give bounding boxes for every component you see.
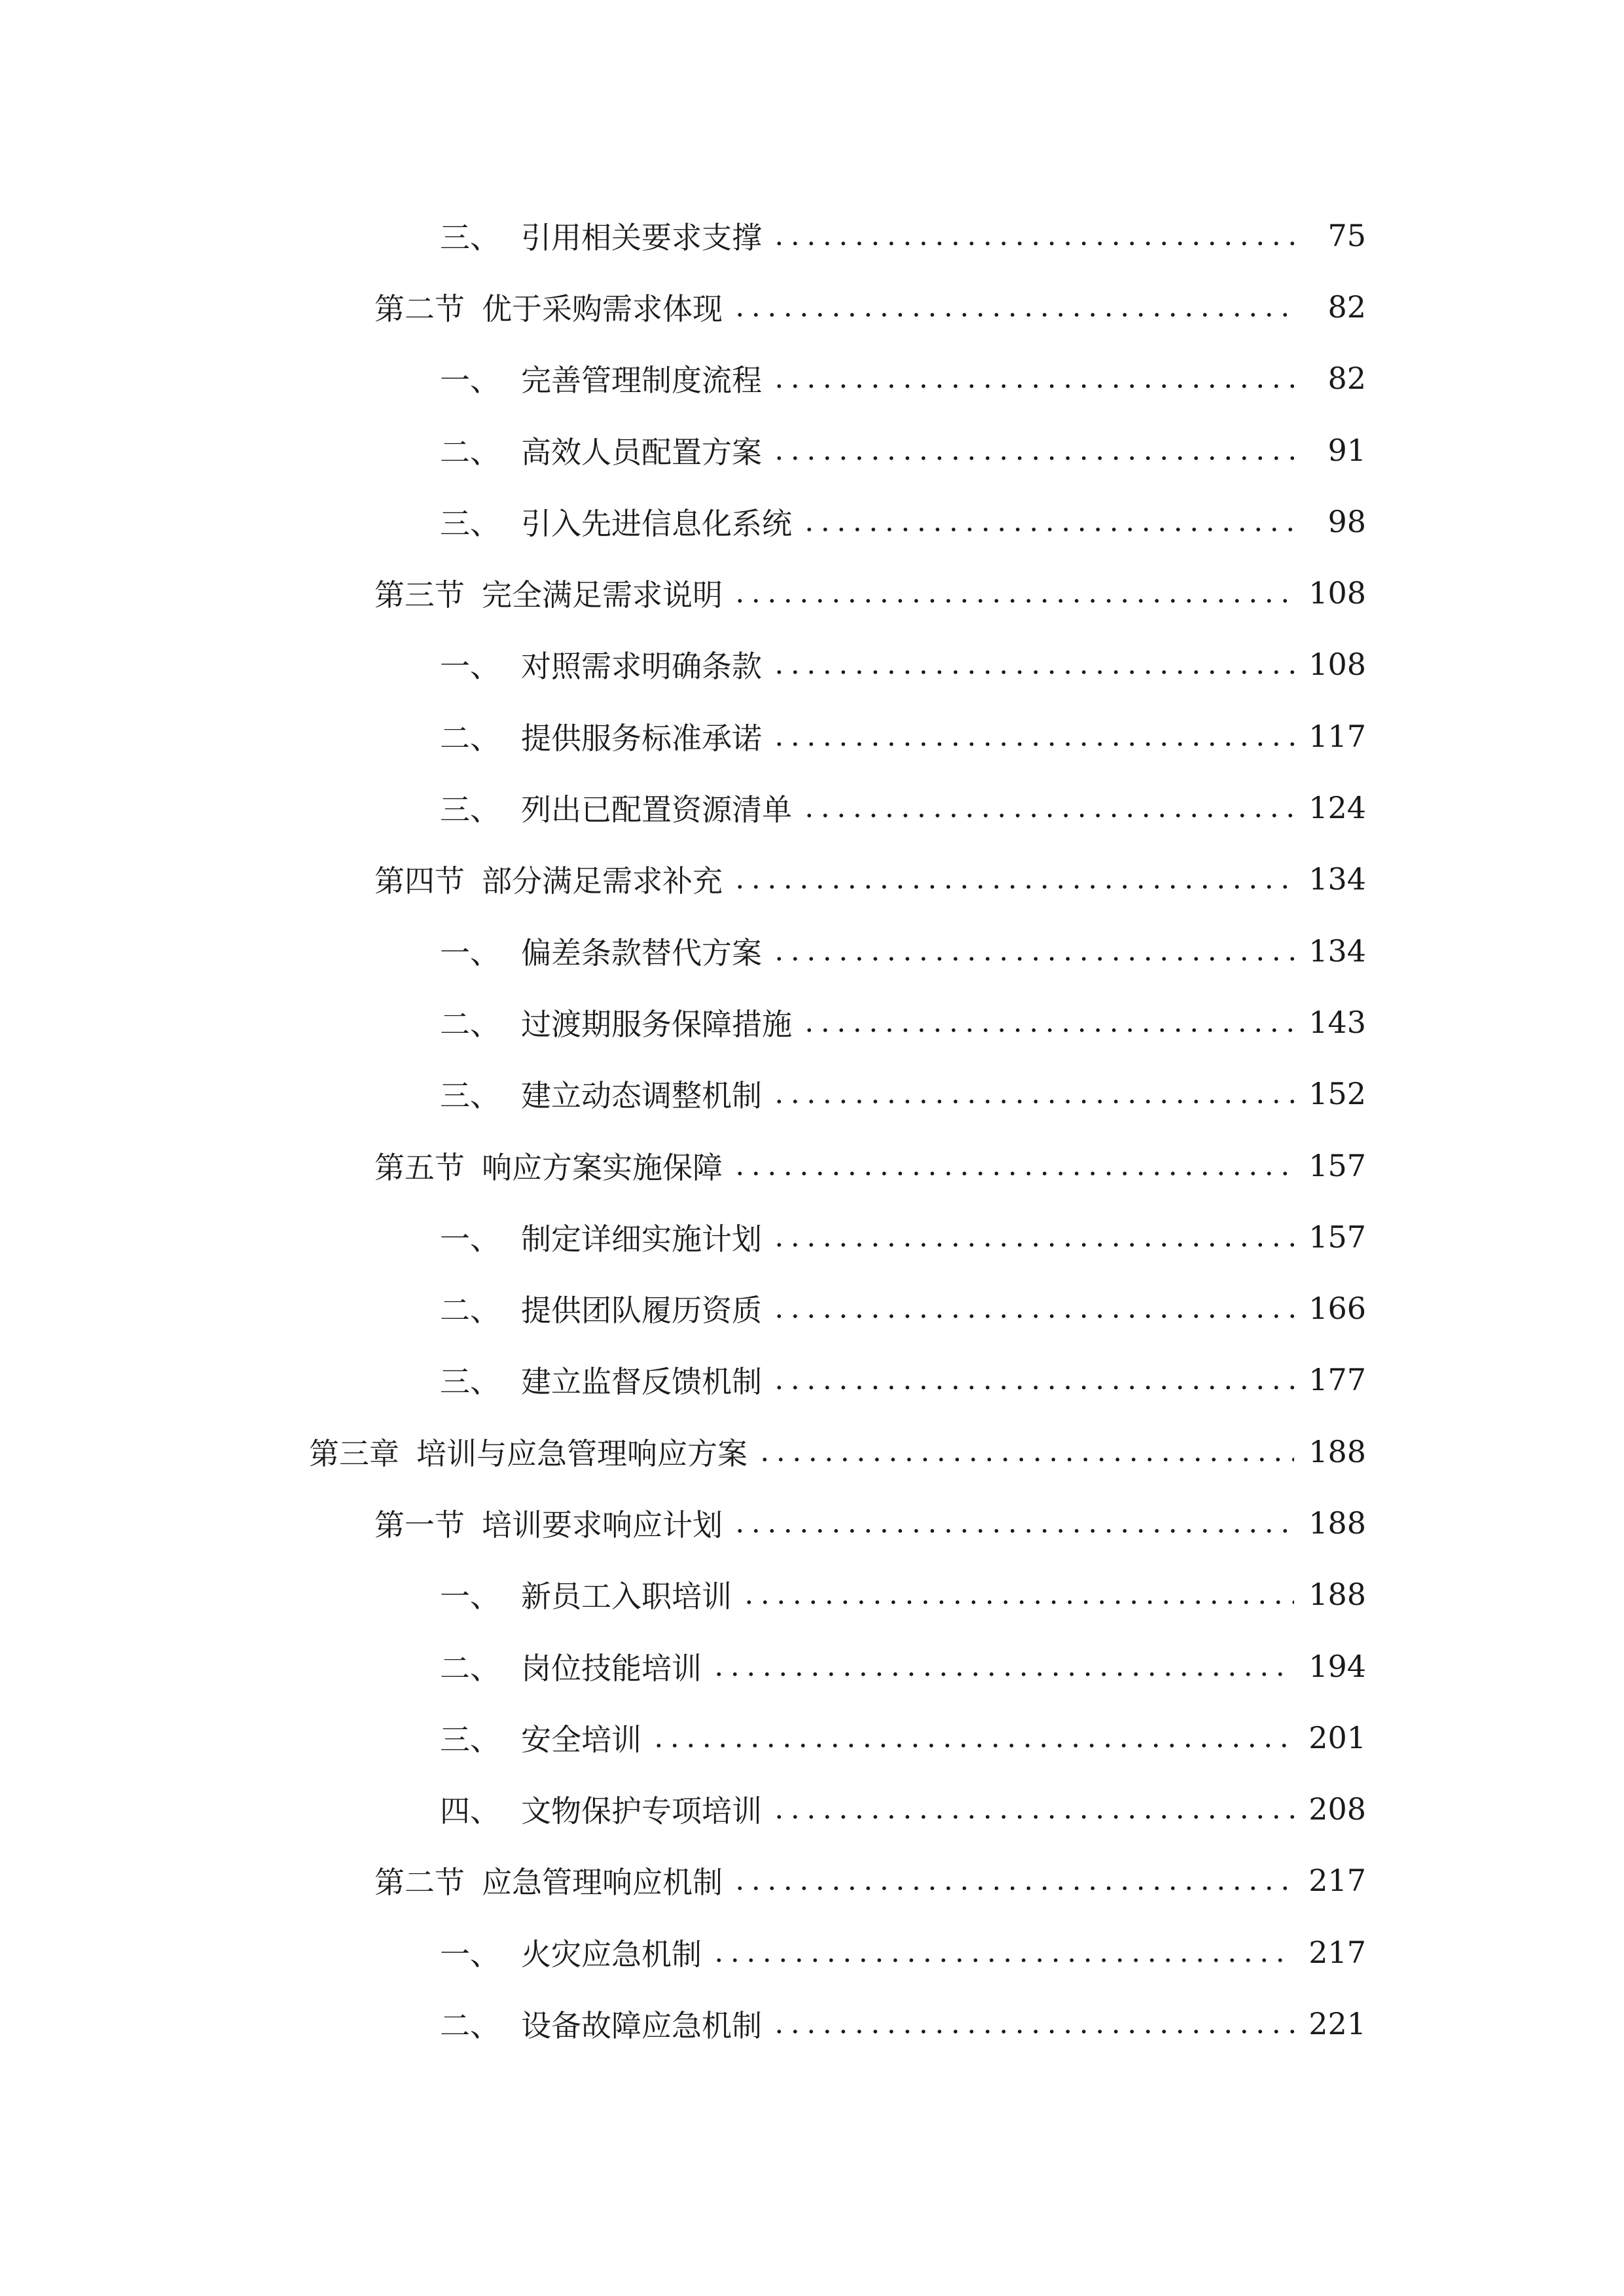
toc-entry-page-number: 221 — [1308, 2006, 1366, 2042]
dot-leader — [732, 864, 1294, 894]
dot-leader — [711, 1651, 1294, 1681]
toc-entry-number: 第三节 — [374, 577, 465, 613]
toc-entry-number: 第三章 — [309, 1435, 399, 1471]
dot-leader — [801, 1007, 1294, 1037]
toc-entry-page-number: 188 — [1308, 1577, 1366, 1613]
dot-leader — [771, 363, 1294, 393]
toc-entry-number: 二、 — [440, 1650, 500, 1686]
dot-leader — [732, 1865, 1294, 1895]
toc-entry-page-number: 157 — [1308, 1219, 1366, 1255]
toc-entry-title: 培训与应急管理响应方案 — [416, 1435, 748, 1471]
toc-entry[interactable] — [0, 1344, 1624, 1416]
toc-entry-number: 第二节 — [374, 291, 465, 327]
toc-entry-page-number: 201 — [1308, 1719, 1366, 1755]
toc-entry-number: 第四节 — [374, 863, 465, 899]
toc-entry-title: 对照需求明确条款 — [521, 649, 762, 685]
dot-leader — [711, 1937, 1294, 1967]
toc-entry[interactable] — [0, 1559, 1624, 1630]
toc-entry[interactable] — [0, 986, 1624, 1058]
toc-entry-title: 安全培训 — [521, 1721, 641, 1757]
toc-entry-number: 二、 — [440, 1006, 500, 1042]
toc-entry-page-number: 143 — [1308, 1004, 1366, 1040]
dot-leader — [771, 435, 1294, 465]
toc-entry-title: 列出已配置资源清单 — [521, 792, 792, 828]
toc-entry-number: 第二节 — [374, 1865, 465, 1901]
toc-entry[interactable] — [0, 200, 1624, 271]
toc-entry-title: 制定详细实施计划 — [521, 1221, 762, 1257]
toc-entry[interactable] — [0, 414, 1624, 486]
toc-entry-page-number: 98 — [1327, 503, 1366, 539]
toc-entry-title: 高效人员配置方案 — [521, 434, 762, 470]
toc-entry-number: 二、 — [440, 1293, 500, 1329]
toc-entry-page-number: 217 — [1308, 1863, 1366, 1899]
toc-entry-number: 二、 — [440, 434, 500, 470]
toc-entry-title: 提供团队履历资质 — [521, 1293, 762, 1329]
toc-entry-page-number: 188 — [1308, 1433, 1366, 1469]
toc-entry-title: 过渡期服务保障措施 — [521, 1006, 792, 1042]
toc-entry-number: 三、 — [440, 1721, 500, 1757]
toc-entry-title: 偏差条款替代方案 — [521, 935, 762, 971]
dot-leader — [732, 292, 1294, 322]
toc-entry-title: 引入先进信息化系统 — [521, 505, 792, 541]
toc-entry-page-number: 108 — [1308, 647, 1366, 683]
dot-leader — [771, 1794, 1294, 1824]
toc-entry-title: 应急管理响应机制 — [482, 1865, 723, 1901]
toc-entry[interactable] — [0, 915, 1624, 986]
toc-entry-title: 建立监督反馈机制 — [521, 1364, 762, 1400]
dot-leader — [801, 793, 1294, 823]
toc-entry[interactable] — [0, 1201, 1624, 1272]
toc-entry-number: 一、 — [440, 935, 500, 971]
dot-leader — [732, 1508, 1294, 1538]
toc-entry-page-number: 166 — [1308, 1291, 1366, 1327]
toc-entry-title: 设备故障应急机制 — [521, 2008, 762, 2044]
dot-leader — [757, 1437, 1294, 1467]
toc-entry[interactable] — [0, 557, 1624, 628]
dot-leader — [771, 1079, 1294, 1109]
toc-entry[interactable] — [0, 772, 1624, 843]
toc-entry-number: 三、 — [440, 1364, 500, 1400]
toc-entry-page-number: 157 — [1308, 1147, 1366, 1183]
toc-entry-number: 一、 — [440, 1936, 500, 1972]
toc-entry-page-number: 75 — [1327, 217, 1366, 253]
toc-entry-number: 第五节 — [374, 1149, 465, 1185]
toc-entry[interactable] — [0, 1130, 1624, 1201]
toc-entry[interactable] — [0, 1058, 1624, 1130]
toc-entry-page-number: 82 — [1327, 361, 1366, 397]
toc-entry[interactable] — [0, 1702, 1624, 1773]
toc-entry-number: 二、 — [440, 720, 500, 756]
toc-entry-number: 四、 — [440, 1793, 500, 1829]
toc-entry[interactable] — [0, 486, 1624, 557]
toc-entry-page-number: 152 — [1308, 1076, 1366, 1112]
toc-entry-number: 三、 — [440, 219, 500, 255]
dot-leader — [771, 1365, 1294, 1395]
dot-leader — [771, 2009, 1294, 2039]
toc-entry[interactable] — [0, 700, 1624, 772]
toc-entry-page-number: 82 — [1327, 289, 1366, 325]
toc-entry-page-number: 188 — [1308, 1505, 1366, 1541]
toc-entry-title: 培训要求响应计划 — [482, 1507, 723, 1543]
toc-entry[interactable] — [0, 343, 1624, 414]
toc-entry-number: 一、 — [440, 1221, 500, 1257]
toc-entry-page-number: 194 — [1308, 1648, 1366, 1684]
toc-entry[interactable] — [0, 1487, 1624, 1558]
toc-entry-title: 引用相关要求支撑 — [521, 219, 762, 255]
toc-entry-title: 完善管理制度流程 — [521, 363, 762, 399]
toc-entry-title: 完全满足需求说明 — [482, 577, 723, 613]
toc-entry-title: 文物保护专项培训 — [521, 1793, 762, 1829]
toc-entry-number: 一、 — [440, 363, 500, 399]
toc-entry-number: 三、 — [440, 792, 500, 828]
dot-leader — [771, 649, 1294, 679]
dot-leader — [771, 721, 1294, 751]
toc-entry-page-number: 217 — [1308, 1934, 1366, 1970]
toc-entry[interactable] — [0, 629, 1624, 700]
toc-entry-page-number: 134 — [1308, 933, 1366, 969]
toc-entry[interactable] — [0, 1845, 1624, 1916]
toc-entry-number: 一、 — [440, 649, 500, 685]
toc-entry[interactable] — [0, 844, 1624, 915]
toc-entry-number: 三、 — [440, 505, 500, 541]
dot-leader — [741, 1579, 1294, 1609]
dot-leader — [732, 1151, 1294, 1181]
toc-entry[interactable] — [0, 271, 1624, 342]
toc-entry-page-number: 91 — [1327, 432, 1366, 468]
toc-entry[interactable] — [0, 1774, 1624, 1845]
table-of-contents — [0, 200, 1624, 2060]
dot-leader — [651, 1723, 1294, 1753]
toc-entry-number: 二、 — [440, 2008, 500, 2044]
toc-entry-title: 新员工入职培训 — [521, 1579, 732, 1615]
toc-entry-title: 火灾应急机制 — [521, 1936, 702, 1972]
toc-entry-title: 部分满足需求补充 — [482, 863, 723, 899]
toc-entry-page-number: 134 — [1308, 861, 1366, 897]
toc-entry-page-number: 208 — [1308, 1791, 1366, 1827]
toc-entry[interactable] — [0, 1272, 1624, 1344]
toc-entry-number: 第一节 — [374, 1507, 465, 1543]
dot-leader — [771, 936, 1294, 966]
toc-entry-title: 优于采购需求体现 — [482, 291, 723, 327]
toc-entry-page-number: 177 — [1308, 1362, 1366, 1398]
toc-entry-page-number: 117 — [1308, 718, 1366, 754]
toc-entry-title: 提供服务标准承诺 — [521, 720, 762, 756]
toc-entry[interactable] — [0, 1988, 1624, 2059]
dot-leader — [801, 507, 1294, 537]
toc-entry[interactable] — [0, 1416, 1624, 1487]
toc-entry[interactable] — [0, 1916, 1624, 1988]
toc-entry[interactable] — [0, 1630, 1624, 1702]
toc-entry-number: 一、 — [440, 1579, 500, 1615]
toc-entry-page-number: 124 — [1308, 790, 1366, 826]
toc-entry-title: 响应方案实施保障 — [482, 1149, 723, 1185]
dot-leader — [771, 1293, 1294, 1323]
dot-leader — [771, 1222, 1294, 1252]
toc-entry-number: 三、 — [440, 1078, 500, 1114]
dot-leader — [732, 578, 1294, 608]
dot-leader — [771, 221, 1294, 251]
toc-entry-page-number: 108 — [1308, 575, 1366, 611]
toc-entry-title: 岗位技能培训 — [521, 1650, 702, 1686]
toc-entry-title: 建立动态调整机制 — [521, 1078, 762, 1114]
